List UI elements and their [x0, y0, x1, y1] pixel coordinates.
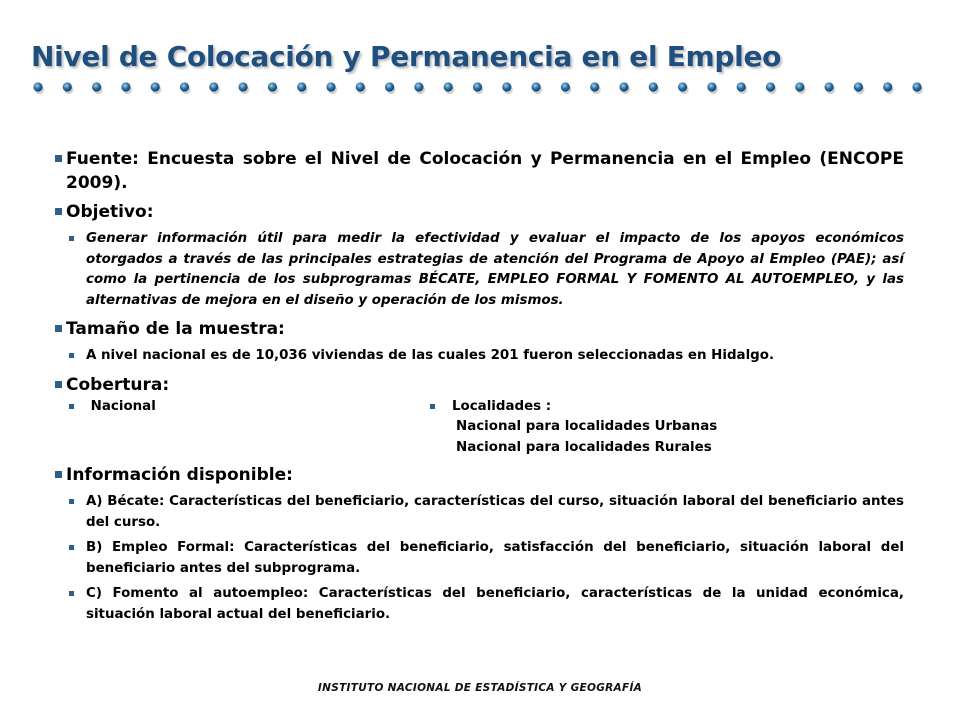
- divider-dot: [766, 82, 775, 91]
- dotted-divider: [28, 76, 938, 106]
- divider-dot: [854, 82, 863, 91]
- info-c: C) Fomento al autoempleo: Características del beneficiario, características de la unidad económica, situación laboral actual del beneficiario.: [86, 584, 904, 625]
- footer-institution: INSTITUTO NACIONAL DE ESTADÍSTICA Y GEOGRAFÍA: [317, 682, 643, 694]
- divider-dot: [121, 82, 130, 91]
- divider-dot: [532, 82, 541, 91]
- localidades-rurales: Nacional para localidades Rurales: [456, 439, 712, 455]
- divider-dot: [297, 82, 306, 91]
- divider-dot: [33, 82, 42, 91]
- divider-dot: [151, 82, 160, 91]
- slide-title: Nivel de Colocación y Permanencia en el Empleo: [31, 40, 782, 73]
- divider-dot: [825, 82, 834, 91]
- divider-dot: [883, 82, 892, 91]
- divider-dot: [795, 82, 804, 91]
- divider-dot: [473, 82, 482, 91]
- divider-dot: [561, 82, 570, 91]
- divider-dot: [737, 82, 746, 91]
- bullet-tamano: Tamaño de la muestra:: [56, 317, 904, 341]
- divider-dot: [385, 82, 394, 91]
- info-b: B) Empleo Formal: Características del beneficiario, satisfacción del beneficiario, situación laboral del beneficiario antes del subprograma.: [86, 538, 904, 579]
- divider-dot: [707, 82, 716, 91]
- cobertura-nacional: Nacional: [86, 397, 406, 418]
- divider-dot: [268, 82, 277, 91]
- bullet-objetivo: Objetivo:: [56, 200, 904, 224]
- divider-dot: [209, 82, 218, 91]
- divider-dot: [326, 82, 335, 91]
- divider-dot: [92, 82, 101, 91]
- bullet-fuente: Fuente: Encuesta sobre el Nivel de Colocación y Permanencia en el Empleo (ENCOPE 2009).: [56, 147, 904, 195]
- divider-dot: [590, 82, 599, 91]
- info-a: A) Bécate: Características del beneficiario, características del curso, situación laboral del beneficiario antes del curso.: [86, 492, 904, 533]
- bullet-cobertura: Cobertura:: [56, 373, 904, 397]
- divider-dot: [239, 82, 248, 91]
- cobertura-row: [56, 397, 904, 459]
- divider-dot: [619, 82, 628, 91]
- bullet-informacion: Información disponible:: [56, 463, 904, 487]
- divider-dot: [414, 82, 423, 91]
- localidades-label: Localidades :: [452, 398, 552, 414]
- divider-dot: [649, 82, 658, 91]
- divider-dot: [912, 82, 921, 91]
- objetivo-text: Generar información útil para medir la efectividad y evaluar el impacto de los apoyos económicos otorgados a través de las principales estrategias de atención del Programa de Apoyo al Empleo (PAE); así como la pertinencia de los subprogramas BÉCATE, EMPLEO FORMAL Y FOMENTO AL AUTOEMPLEO, y las alternativas de mejora en el diseño y operación de los mismos.: [86, 229, 904, 311]
- localidades-urbanas: Nacional para localidades Urbanas: [456, 419, 718, 434]
- divider-dot: [63, 82, 72, 91]
- divider-dot: [356, 82, 365, 91]
- divider-dot: [444, 82, 453, 91]
- divider-dot: [502, 82, 511, 91]
- divider-dot: [180, 82, 189, 91]
- tamano-text: A nivel nacional es de 10,036 viviendas de las cuales 201 fueron seleccionadas en Hidalgo.: [86, 346, 904, 367]
- divider-dot: [678, 82, 687, 91]
- cobertura-localidades: [430, 397, 717, 459]
- content-area: [56, 147, 904, 625]
